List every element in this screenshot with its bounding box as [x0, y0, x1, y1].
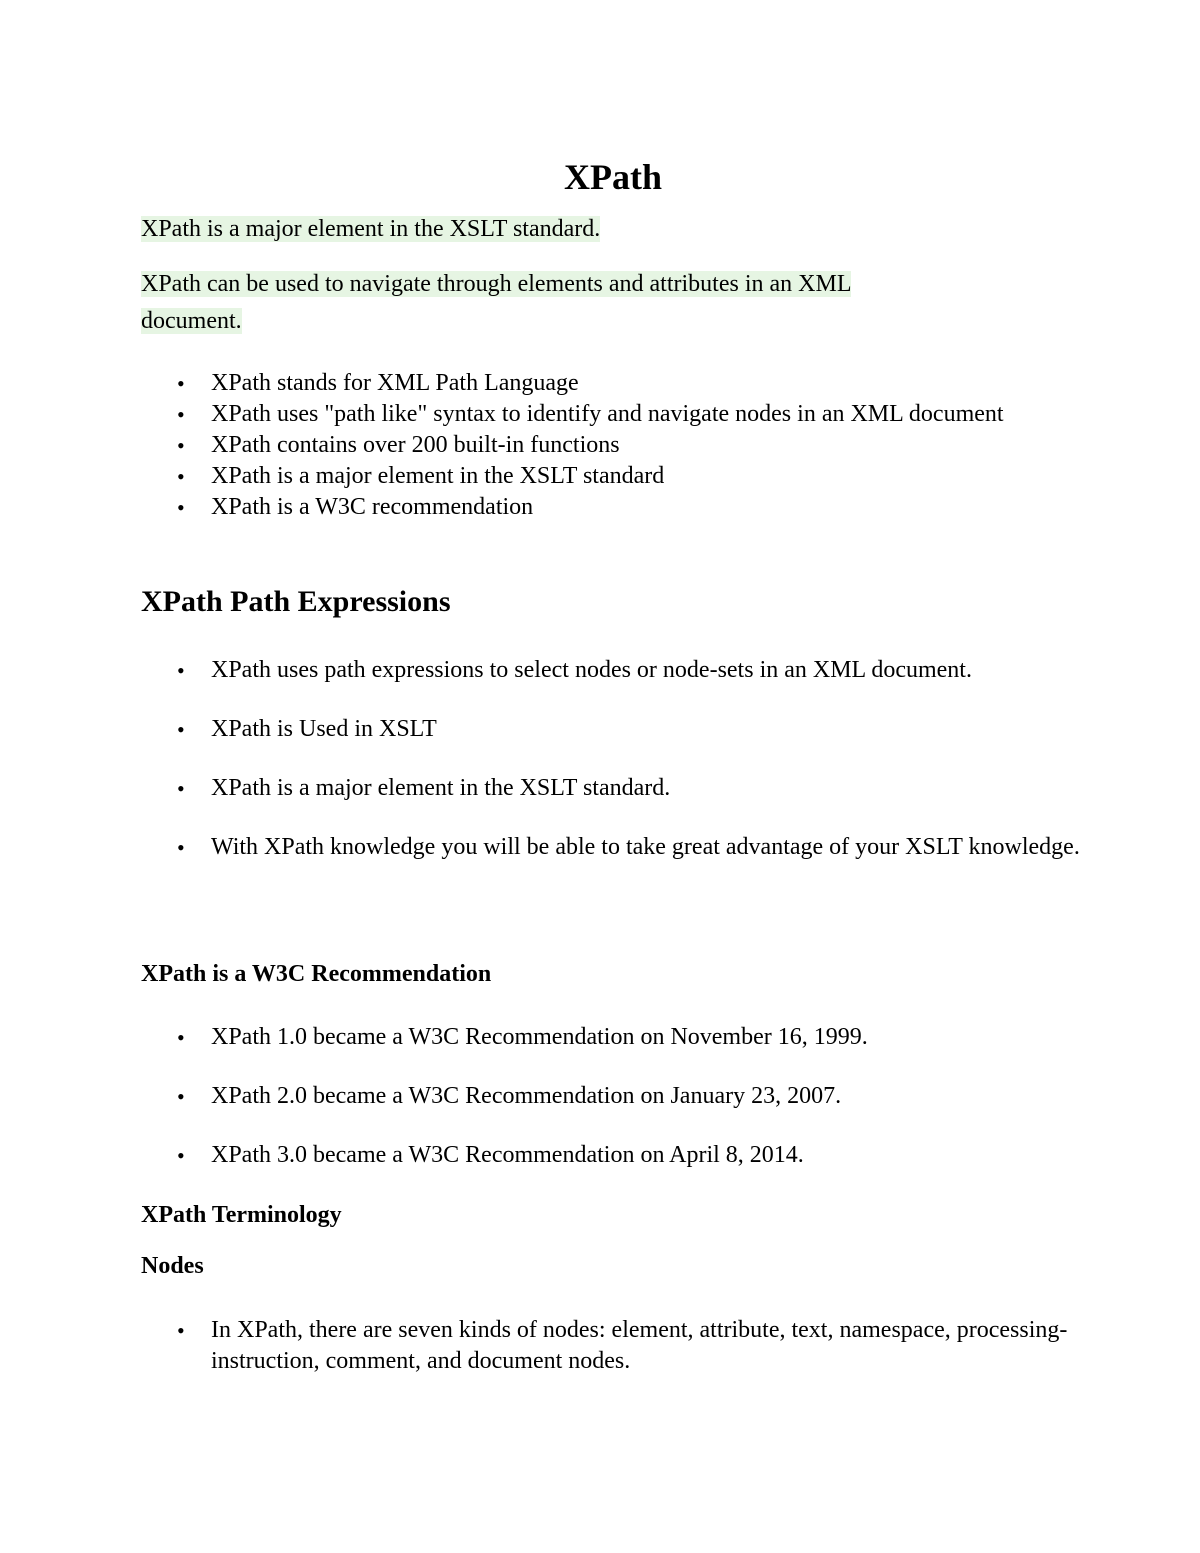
list-item: • XPath 1.0 became a W3C Recommendation on November 16, 1999.: [141, 1022, 1081, 1053]
summary-list: [141, 368, 1081, 523]
list-item: • In XPath, there are seven kinds of nodes: element, attribute, text, namespace, processing-instruction, comment, and document nodes.: [177, 1317, 1068, 1374]
bullet-icon: •: [177, 371, 185, 396]
bullet-icon: •: [177, 1143, 185, 1168]
path-expressions-list: [141, 655, 1081, 863]
section-heading-path-expressions: XPath Path Expressions: [141, 585, 451, 618]
w3c-list: [141, 1022, 1081, 1171]
bullet-icon: •: [177, 658, 185, 683]
bullet-icon: •: [177, 495, 185, 520]
list-item: • XPath is a major element in the XSLT standard.: [141, 773, 1081, 804]
bullet-icon: •: [177, 402, 185, 427]
highlighted-text: document.: [141, 308, 242, 334]
list-item: • XPath uses "path like" syntax to identify and navigate nodes in an XML document: [141, 399, 1081, 430]
intro-paragraph-1: [141, 211, 600, 248]
subheading-nodes: Nodes: [141, 1253, 204, 1279]
page-title: XPath: [564, 157, 662, 197]
bullet-icon: •: [177, 1084, 185, 1109]
list-item: • XPath is a W3C recommendation: [141, 492, 1081, 523]
intro-paragraph-2: [141, 266, 851, 340]
list-item: • XPath 3.0 became a W3C Recommendation on April 8, 2014.: [141, 1140, 1081, 1171]
bullet-icon: •: [177, 433, 185, 458]
section-heading-terminology: XPath Terminology: [141, 1202, 342, 1228]
highlighted-text: XPath can be used to navigate through elements and attributes in an XML: [141, 271, 852, 297]
bullet-icon: •: [177, 717, 185, 742]
bullet-icon: •: [177, 776, 185, 801]
list-item: • With XPath knowledge you will be able to take great advantage of your XSLT knowledge.: [141, 832, 1081, 863]
section-heading-w3c: XPath is a W3C Recommendation: [141, 961, 492, 987]
bullet-icon: •: [177, 1025, 185, 1050]
list-item: • XPath contains over 200 built-in functions: [141, 430, 1081, 461]
highlighted-text: XPath is a major element in the XSLT standard.: [141, 216, 601, 242]
list-item: • XPath stands for XML Path Language: [141, 368, 1081, 399]
bullet-icon: •: [177, 464, 185, 489]
bullet-icon: •: [177, 835, 185, 860]
nodes-list: [141, 1315, 1081, 1377]
list-item: • XPath is a major element in the XSLT standard: [141, 461, 1081, 492]
list-item: • XPath 2.0 became a W3C Recommendation on January 23, 2007.: [141, 1081, 1081, 1112]
list-item: • XPath is Used in XSLT: [141, 714, 1081, 745]
list-item: • XPath uses path expressions to select nodes or node-sets in an XML document.: [141, 655, 1081, 686]
bullet-icon: •: [177, 1318, 185, 1343]
